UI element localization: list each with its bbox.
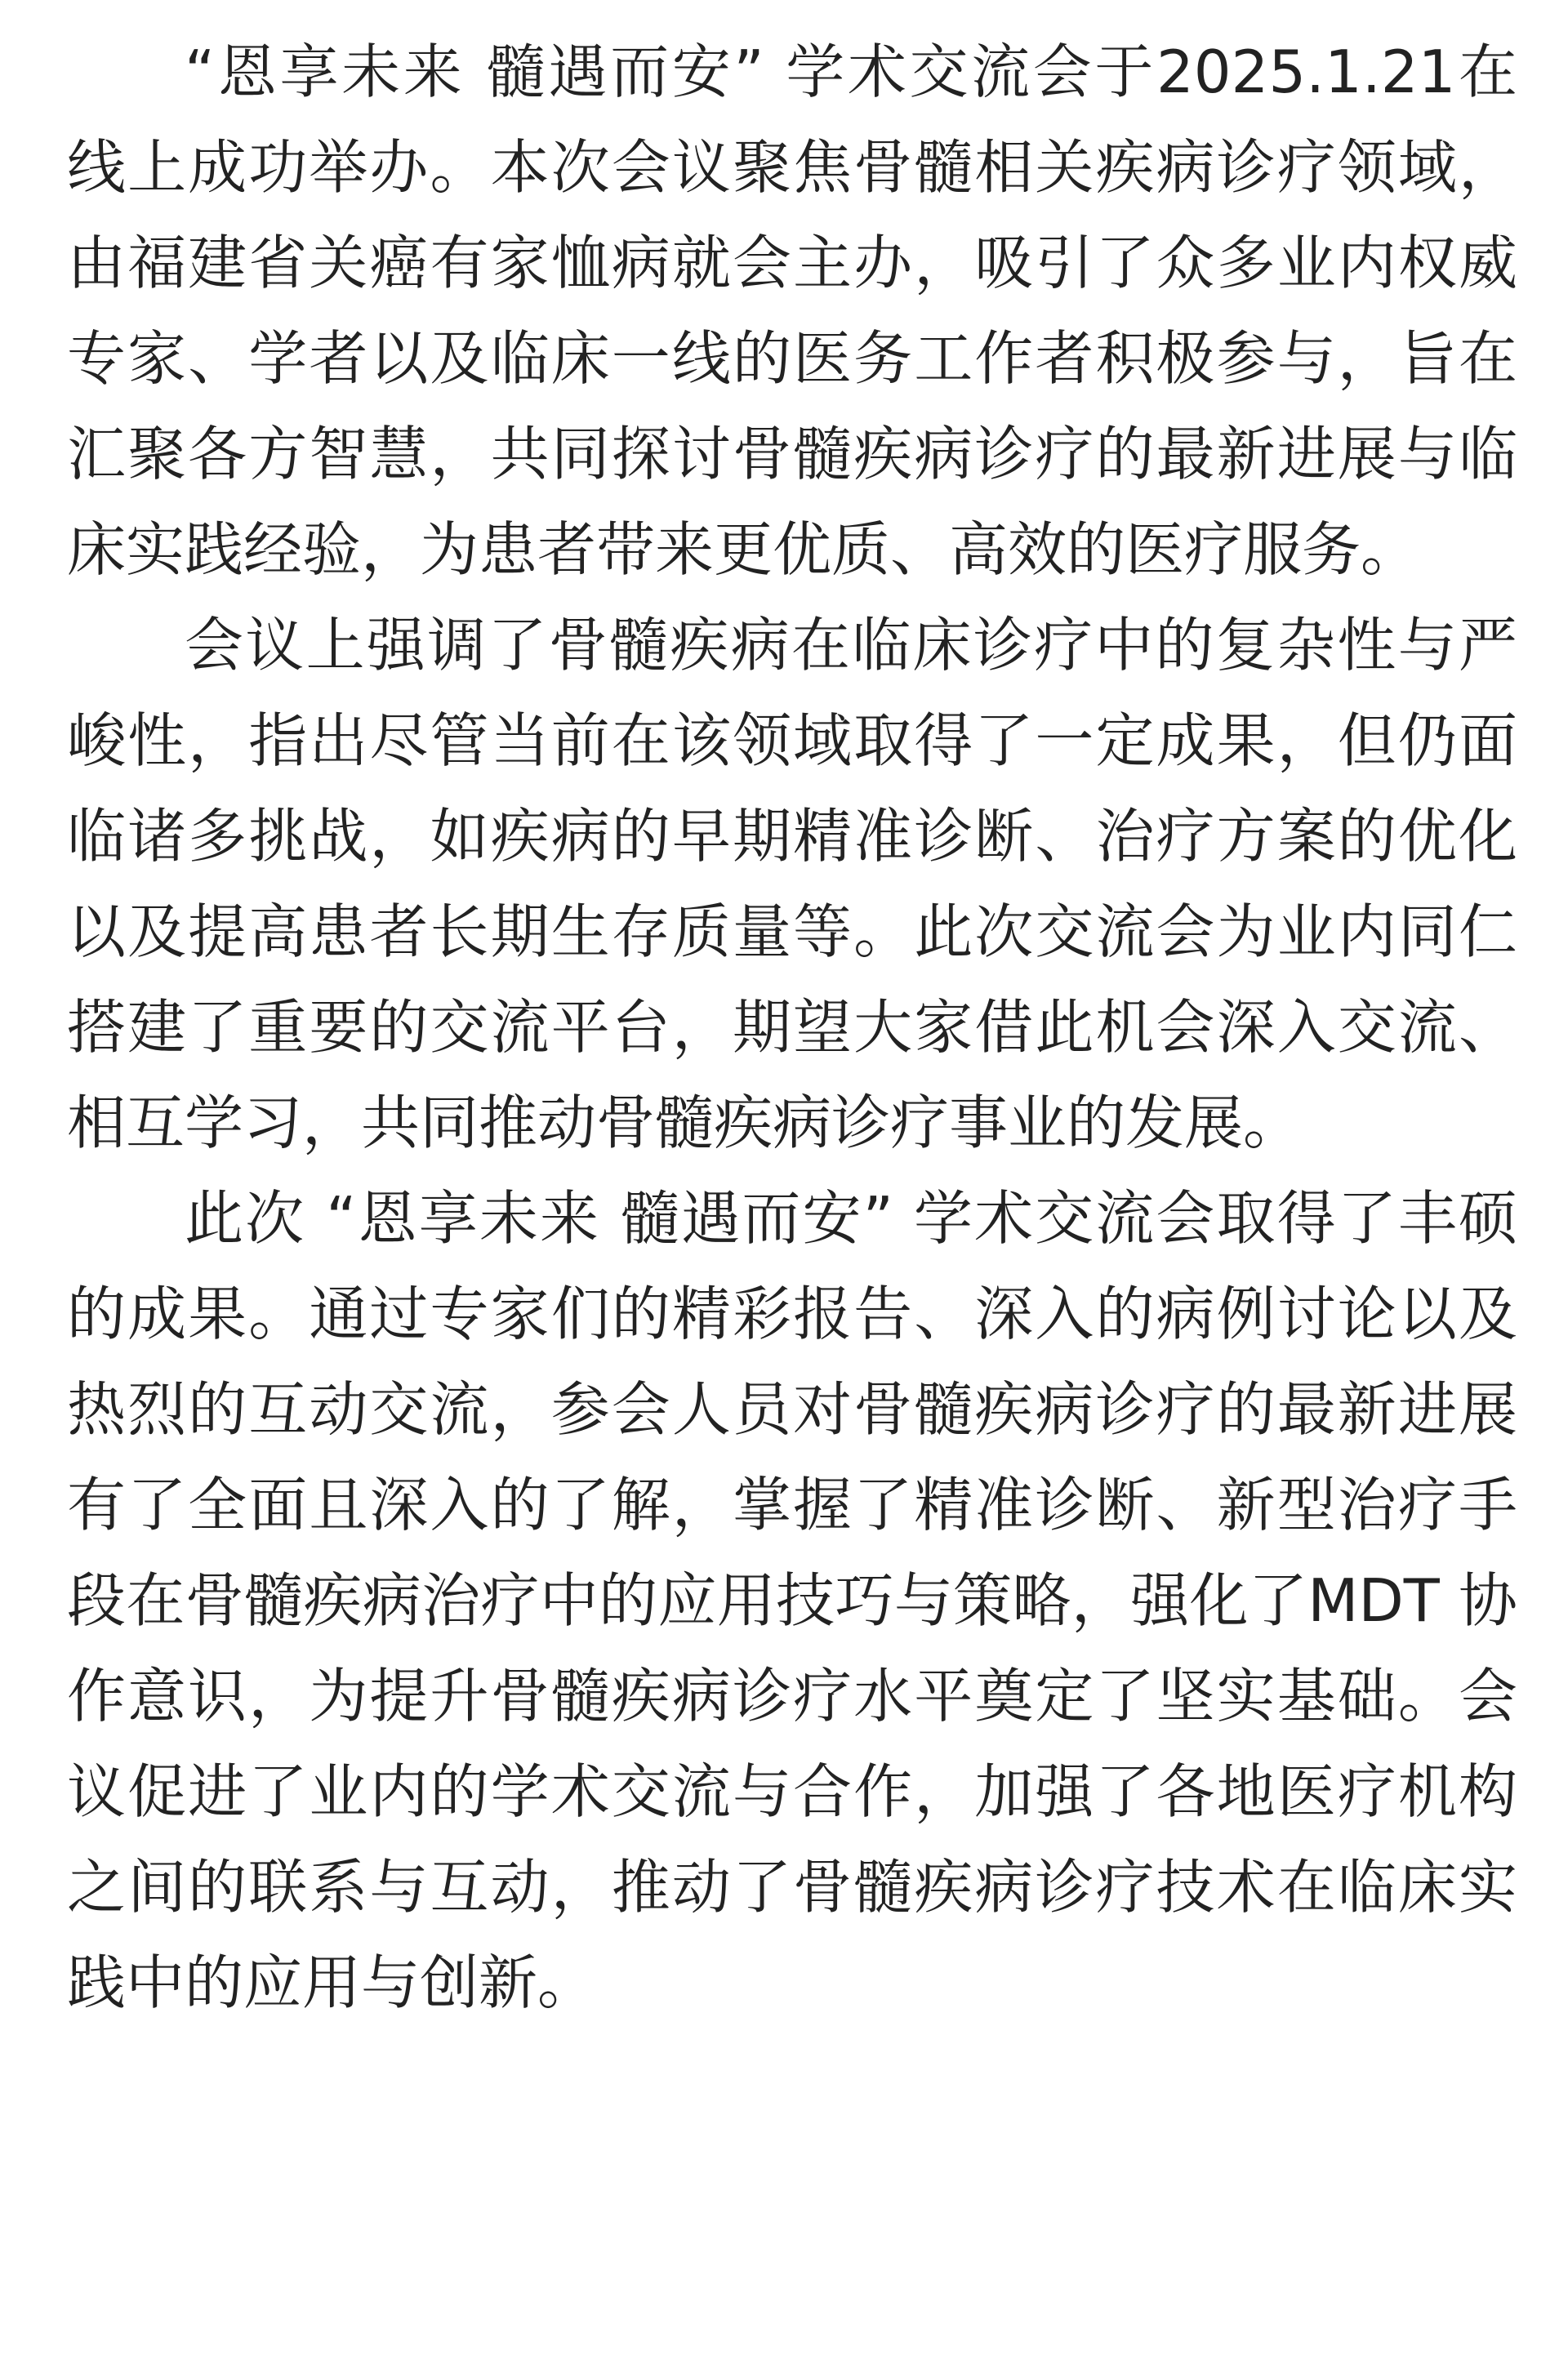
paragraph-challenges: 会议上强调了骨髓疾病在临床诊疗中的复杂性与严峻性，指出尽管当前在该领域取得了一定成果，但仍面临诸多挑战，如疾病的早期精准诊断、治疗方案的优化以及提高患者长期生存质量等。此次交流会为业内同仁搭建了重要的交流平台，期望大家借此机会深入交流、相互学习，共同推动骨髓疾病诊疗事业的发展。 <box>67 611 1517 1157</box>
paragraph-intro: “恩享未来 髓遇而安” 学术交流会于2025.1.21在线上成功举办。本次会议聚焦骨髓相关疾病诊疗领域，由福建省关癌有家恤病就会主办，吸引了众多业内权威专家、学者以及临床一线的医务工作者积极参与，旨在汇聚各方智慧，共同探讨骨髓疾病诊疗的最新进展与临床实践经验，为患者带来更优质、高效的医疗服务。 <box>67 38 1517 584</box>
paragraph-outcomes: 此次 “恩享未来 髓遇而安” 学术交流会取得了丰硕的成果。通过专家们的精彩报告、深入的病例讨论以及热烈的互动交流，参会人员对骨髓疾病诊疗的最新进展有了全面且深入的了解，掌握了精准诊断、新型治疗手段在骨髓疾病治疗中的应用技巧与策略，强化了MDT 协作意识，为提升骨髓疾病诊疗水平奠定了坚实基础。会议促进了业内的学术交流与合作，加强了各地医疗机构之间的联系与互动，推动了骨髓疾病诊疗技术在临床实践中的应用与创新。 <box>67 1184 1517 2017</box>
article-body <box>67 24 1517 2031</box>
